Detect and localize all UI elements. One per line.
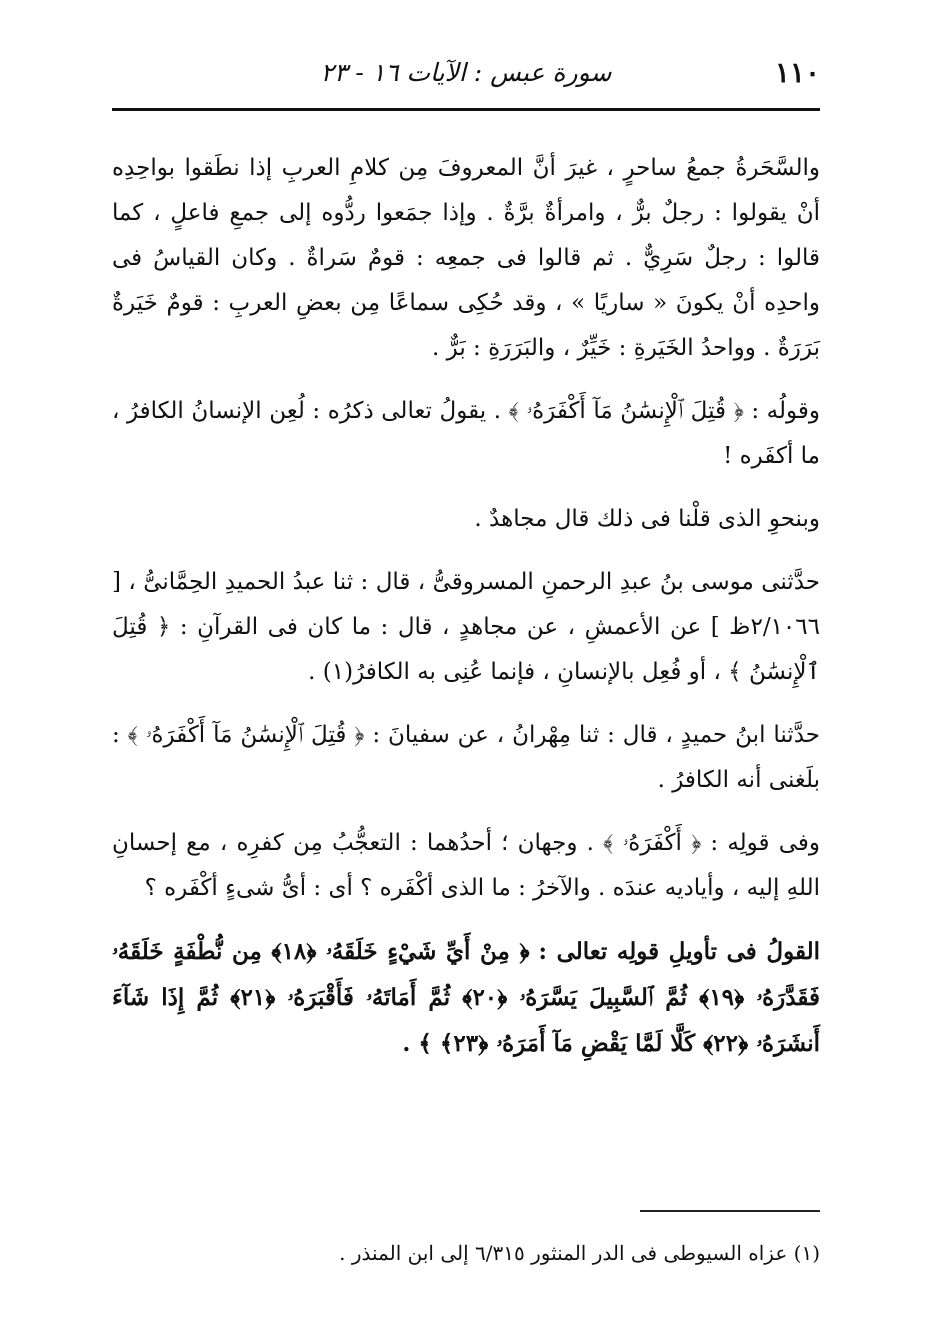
footnote: (١) عزاه السيوطى فى الدر المنثور ٦/٣١٥ إلى ابن المنذر . — [339, 1241, 820, 1265]
paragraph-1: والسَّحَرةُ جمعُ ساحرٍ ، غيرَ أنَّ المعروفَ مِن كلامِ العربِ إذا نطَقوا بواحِدِه أنْ يقولوا : رجلٌ برٌّ ، وامرأةٌ برَّةٌ . وإذا جمَعوا ردُّوه إلى جمعِ فاعلٍ ، كما قالوا : رجلٌ سَرِيٌّ . ثم قالوا فى جمعِه : قومٌ سَراةٌ . وكان القياسُ فى واحدِه أنْ يكونَ « ساريًا » ، وقد حُكِى سماعًا مِن بعضِ العربِ : قومٌ خَيَرةٌ بَرَرَةٌ . وواحدُ الخَيَرةِ : خَيِّرٌ ، والبَرَرَةِ : بَرٌّ . — [112, 155, 820, 361]
paragraph-5: حدَّثنا ابنُ حميدٍ ، قال : ثنا مِهْرانُ ، عن سفيانَ : ﴿ قُتِلَ ٱلْإِنسَٰنُ مَآ أَكْفَرَهُۥ ﴾ : بلَغنى أنه الكافرُ . — [112, 722, 820, 793]
footnote-rule — [640, 1210, 820, 1212]
paragraph-2: وقولُه : ﴿ قُتِلَ ٱلْإِنسَٰنُ مَآ أَكْفَرَهُۥ ﴾ . يقولُ تعالى ذكرُه : لُعِن الإنسانُ الكافرُ ، ما أكفَره ! — [112, 398, 820, 469]
page-header — [112, 48, 820, 106]
paragraph-4: حدَّثنى موسى بنُ عبدِ الرحمنِ المسروقىُّ ، قال : ثنا عبدُ الحميدِ الحِمَّانىُّ ، [ ٢/١٠٦٦ظ ] عن الأعمشِ ، عن مجاهدٍ ، قال : ما كان فى القرآنِ : ﴿ قُتِلَ ٱلْإِنسَٰنُ ﴾ ، أو فُعِل بالإنسانِ ، فإنما عُنِى به الكافرُ(١) . — [112, 569, 820, 685]
document-page — [112, 48, 820, 1308]
section-verse: ﴿ مِنْ أَيِّ شَيْءٍ خَلَقَهُۥ ﴿١٨﴾ مِن نُّطْفَةٍ خَلَقَهُۥ فَقَدَّرَهُۥ ﴿١٩﴾ ثُمَّ ٱلسَّبِيلَ يَسَّرَهُۥ ﴿٢٠﴾ ثُمَّ أَمَاتَهُۥ فَأَقْبَرَهُۥ ﴿٢١﴾ ثُمَّ إِذَا شَآءَ أَنشَرَهُۥ ﴿٢٢﴾ كَلَّا لَمَّا يَقْضِ مَآ أَمَرَهُۥ ﴿٢٣﴾ ﴾ . — [112, 938, 820, 1057]
paragraph-3: وبنحوِ الذى قلْنا فى ذلك قال مجاهدٌ . — [474, 506, 820, 532]
section-heading: القولُ فى تأويلِ قولِه تعالى : — [538, 938, 820, 965]
page-body — [112, 146, 820, 1085]
page-number: ١١٠ — [774, 56, 820, 89]
section-paragraph — [112, 929, 820, 1067]
running-title: سورة عبس : الآيات ١٦ - ٢٣ — [320, 58, 612, 87]
paragraph-6: وفى قولِه : ﴿ أَكْفَرَهُۥ ﴾ . وجهان ؛ أحدُهما : التعجُّبُ مِن كفرِه ، مع إحسانِ اللهِ إليه ، وأياديه عندَه . والآخرُ : ما الذى أكْفَره ؟ أى : أىُّ شىءٍ أكْفَره ؟ — [112, 830, 820, 901]
header-rule — [112, 108, 820, 111]
